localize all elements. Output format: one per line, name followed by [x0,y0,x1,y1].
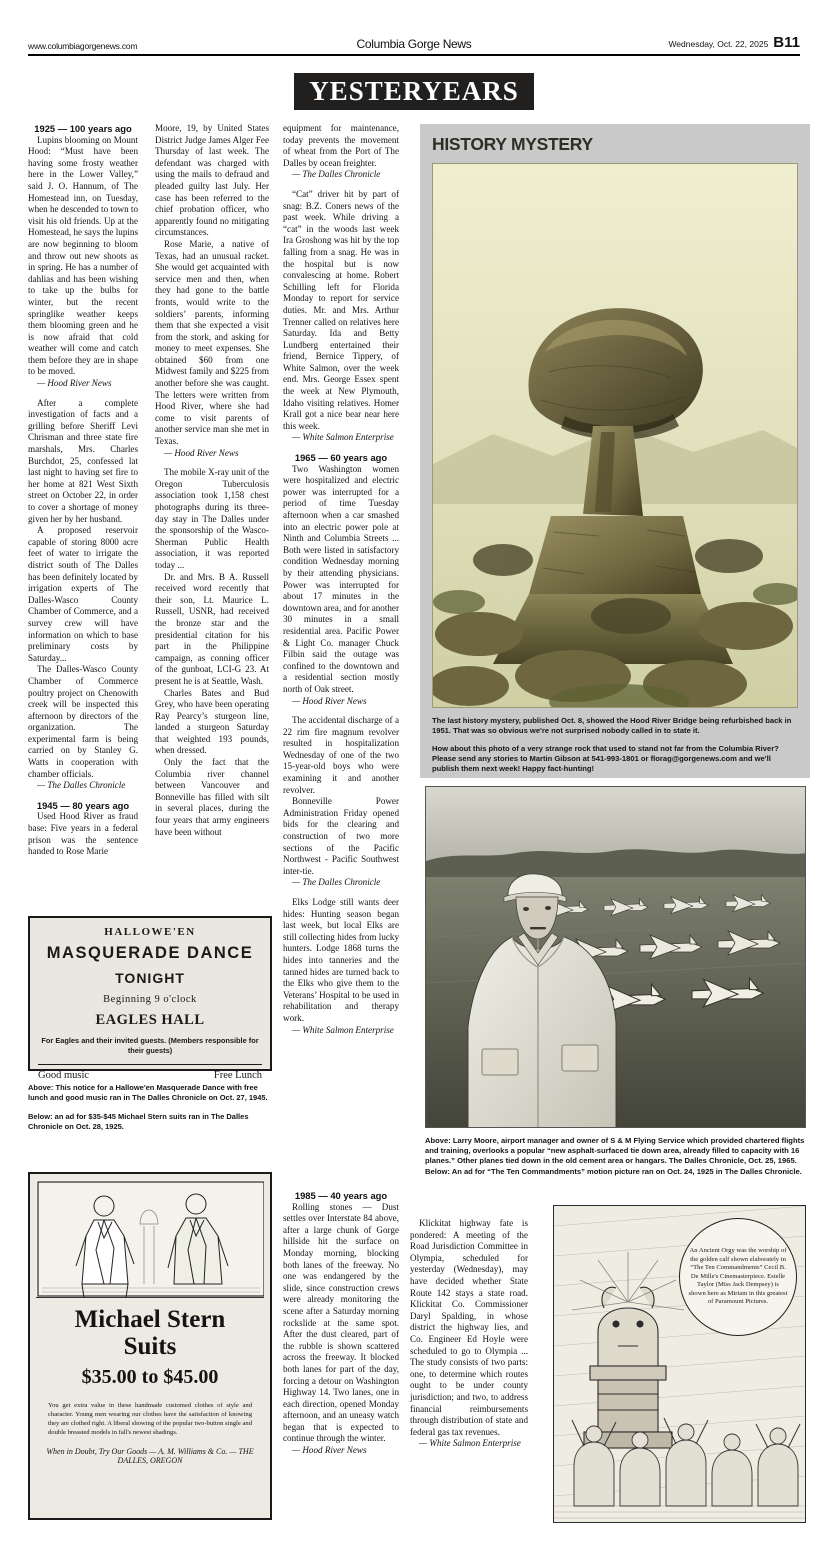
news-column-4-bottom [410,1190,528,1450]
paragraph: Only the fact that the Columbia river channel between Vancouver and Bonneville has filled with silt in several places, during the four years that army engineers have been without [155,757,269,837]
ad-line-beginning-time: Beginning 9 o'clock [103,994,197,1005]
source-credit: — White Salmon Enterprise [292,1024,394,1035]
stern-ad-title: Michael Stern [74,1306,226,1333]
paragraph: Rolling stones — Dust settles over Interstate 84 above, after a large chunk of Gorge hillside hit the surface on Monday morning, blocking both lanes of the freeway. No one was endangered by the slide, since construction crews were already monitoring the scene after a Saturday morning rockslide at the same spot. After the dust cleared, part of the rubble is shown scattered across the freeway. It blocked both lanes for part of the day, forcing a detour on Washington Highway 14. Two lanes, one in each direction, opened Monday afternoon, and an uneasy watch began that is expected to continue through the winter. [283,1201,399,1444]
paragraph: Elks Lodge still wants deer hides: Hunting season began last week, but local Elks are still collecting hides from lucky hunters. Lodge 1868 turns the hides into tanneries and the tanned hides are turned back to the Elks who give them to the Veterans’ Hospital to be used in rehabilitation and therapy work. [283,897,399,1023]
source-credit: — The Dalles Chronicle [292,169,381,180]
history-mystery-caption-previous: The last history mystery, published Oct. 8, showed the Hood River Bridge being refurbished back in 1951. That was so obvious we're not surprised nobody called in to state it. [432,716,792,735]
ad-caption-below: Below: an ad for $35-$45 Michael Stern suits ran in The Dalles Chronicle on Oct. 28, 1925. [28,1112,249,1131]
michael-stern-suits-ad [28,1172,272,1520]
paragraph: equipment for maintenance, today prevents the movement of wheat from the Port of The Dalles by ocean freighter. [283,123,399,168]
airport-photo-illustration [426,787,806,1128]
paragraph: Moore, 19, by United States District Judge James Alger Fee Thursday of last week. The defendant was charged with using the mails to defraud and pleaded guilty last July. Her case has been referred to the chief probation officer, who apparently found no mitigating circumstances. [155,123,269,238]
ad-line-tonight: TONIGHT [115,970,185,986]
paragraph: The mobile X-ray unit of the Oregon Tuberculosis association took 1,158 chest photographs during its three-day stay in The Dalles under the sponsorship of the Wasco-Sherman Public Health association, it was reported today ... [155,467,269,570]
masthead-date: Wednesday, Oct. 22, 2025 [668,39,769,49]
masthead-page-number: B11 [773,34,800,51]
airport-photo-caption [425,1136,808,1177]
source-credit: — White Salmon Enterprise [419,1438,521,1449]
ad-free-lunch: Free Lunch [213,1070,262,1081]
airport-caption-above: Above: Larry Moore, airport manager and owner of S & M Flying Service which provided chartered flights and training, overlooks a popular “new asphalt-surfaced tie down area, already filled to capacity with 16 planes.” Other planes tied down in the old cement area or hangars. The Dalles Chronicle, Oct. 25, 1965. [425,1136,805,1166]
paragraph: Klickitat highway fate is pondered: A meeting of the Road Jurisdiction Committee in Olympia, scheduled for yesterday (Wednesday), may have decided whether State Route 142 stays a state road. Klickitat Co. Commissioner Daryl Spalding, in whose district the highway lies, and Co. Engineer Ed Hoyle were scheduled to go to Olympia ... The study consists of two parts: one, to determine which routes ought to be under county jurisdiction; and two, to address financial reimbursements through distribution of state and federal gas tax revenues. [410,1218,528,1437]
ad-line-venue: EAGLES HALL [95,1012,205,1028]
stern-ad-illustration [36,1180,264,1298]
source-credit: — Hood River News [164,447,239,458]
paragraph: Two Washington women were hospitalized and electric power was interrupted for a period of time Tuesday afternoon when a car smashed into an electric power pole at Ninth and Columbia Streets ... Both were listed in satisfactory condition Wednesday morning by their attending physicians. Power was interrupted for about 17 minutes in the downtown area, and for another 30 minutes in a small residential area. Pacific Power & Light Co. manager Chuck Filbin said the outage was confined to the downtown and a residential section mostly north of Oak street. [283,463,399,694]
news-column-3 [283,123,399,1036]
news-column-1 [28,123,138,858]
ad-line-hallowe-en: HALLOWE'EN [104,926,196,938]
history-mystery-caption [432,716,798,774]
airport-caption-below: Below: An ad for “The Ten Commandments” motion picture ran on Oct. 24, 1925 in The Dalles Chronicle. [425,1166,802,1176]
section-banner-title: YESTERYEARS [309,76,519,106]
paragraph: “Cat” driver hit by part of snag: B.Z. Coners news of the past week. While driving a “cat” in the woods last week Ira Groshong was hit by the top falling from a snag. He was in the hospital but is now convalescing at home. Robert Schilling left for Florida Monday to report for service duties. Mr. and Mrs. Arthur Trenner called on relatives here Saturday. Ida and Betty Lundberg entertained their friend, Bernice Tippery, of White Salmon, over the week end. Mrs. George Essex spent the week at New Plymouth, Idaho visiting relatives. Homer Krall got a nice bear near here this week. [283,188,399,431]
source-credit: — Hood River News [292,1445,367,1456]
paragraph: The accidental discharge of a 22 rim fire magnum revolver resulted in hospitalization Wednesday of one of the two 15-year-old boys who were examining it and another revolver. [283,715,399,795]
source-credit: — The Dalles Chronicle [292,877,381,888]
ad-caption-above: Above: This notice for a Hallowe'en Masquerade Dance with free lunch and good music ran in The Dalles Chronicle on Oct. 27, 1945. [28,1083,268,1102]
airport-photo [425,786,806,1128]
stern-ad-store-signature: When in Doubt, Try Our Goods — A. M. Williams & Co. — THE DALLES, OREGON [46,1447,254,1465]
masthead-url[interactable]: www.columbiagorgenews.com [28,41,138,51]
paragraph: Charles Bates and Bud Grey, who have been operating Ray Pearcy’s sturgeon line, landed a sturgeon Saturday that weighted 193 pounds, when dressed. [155,687,269,756]
history-mystery-title: HISTORY MYSTERY [432,134,593,154]
masthead-paper-name: Columbia Gorge News [356,37,472,51]
news-column-2 [155,123,269,838]
ad-good-music: Good music [38,1070,90,1081]
news-column-3-bottom [283,1190,399,1457]
stern-ad-price: $35.00 to $45.00 [81,1366,219,1388]
source-credit: — White Salmon Enterprise [292,432,394,443]
masthead [28,30,800,56]
stern-ad-subtitle: Suits [123,1333,177,1360]
paragraph: Dr. and Mrs. B A. Russell received word recently that their son, Lt. Maurice L. Russell, USNR, had received the bronze star and the presidential citation for his part in the Philippine campaign, as conning officer of the gunboat, LCI-G 23. At present he is at Seattle, Wash. [155,571,269,686]
column-heading-1945: 1945 — 80 years ago [36,799,130,811]
history-mystery-box [420,124,810,778]
column-heading-1985: 1985 — 40 years ago [294,1190,388,1201]
halloween-masquerade-ad [28,916,272,1081]
source-credit: — The Dalles Chronicle [37,780,126,791]
source-credit: — Hood River News [37,378,112,389]
paragraph: A proposed reservoir capable of storing 8000 acre feet of water to irrigate the district south of The Dalles has been definitely located by irrigation experts of The Dalles-Wasco County Chamber of Commerce, and a survey crew will have information on which to base preliminary costs by Saturday... [28,525,138,663]
paragraph: The Dalles-Wasco County Chamber of Commerce poultry project on Chenowith creek will be inspected this afternoon by directors of the organization. The experimental farm is being carried on by Stanley G. Watts in cooperation with chamber officials. [28,664,138,779]
balanced-rock-illustration [433,164,798,708]
paragraph: Bonneville Power Administration Friday opened bids for the clearing and construction of two more sections of the Pacific Northwest - Pacific Southwest inter-tie. [283,796,399,876]
section-banner [294,73,534,110]
ad-captions-block [28,1083,272,1141]
ten-commandments-ad [553,1205,806,1523]
ad-line-guest-note: For Eagles and their invited guests. (Members responsible for their guests) [41,1036,259,1055]
paragraph: Used Hood River as fraud base: Five years in a federal prison was the sentence handed to Rose Marie [28,811,138,857]
history-mystery-caption-current: How about this photo of a very strange rock that used to stand not far from the Columbia River? Please send any stories to Martin Gibson at 541-993-1801 or florag@gorgenews.com and we'll publish them next week! Happy fact-hunting! [432,744,779,773]
stern-ad-body-copy: You get extra value in these handmade customed clothes of style and character. Young men wearing our clothes have the satisfaction of knowing they are clothed right. A liberal showing of the popular two-button single and double breasted models in fall's newest shadings. [48,1402,252,1436]
ten-commandments-ad-circle-text: An Ancient Orgy was the worship of the golden calf shown elaborately in “The Ten Commandments” Cecil B. De Mille's Cinemasterpiece. Estelle Taylor (Miss Jack Dempsey) is shown here as Miriam in this greatest of Paramount Pictures. [679,1218,797,1336]
two-men-in-suits-illustration [36,1180,264,1298]
column-heading-1925: 1925 — 100 years ago [34,123,132,134]
paragraph: Lupins blooming on Mount Hood: “Must have been having some frosty weather here in the Lower Valley,” said J. O. Hannum, of The Homestead inn, on Tuesday, when he descended to town to visit his old friends. Up at the Homestead, he says the lupins are now beginning to bloom and throw out new shoots as in spring. He has a number of dahlias and has been wishing to take up the bulbs for winter, but the recent springlike weather keeps them blooming green and he is now afraid that cold weather will come and catch them before they are in shape to be moved. [28,134,138,377]
paragraph: After a complete investigation of facts and a grilling before Sheriff Levi Chrisman and three state fire marshals, Mrs. Charles Burchdot, 25, confessed lat last night to having set fire to her home at 821 West Sixth street on October 22, in order to cover a shortage of money given her by her husband. [28,397,138,524]
paragraph: Rose Marie, a native of Texas, had an unusual racket. She would get acquainted with service men and then, when they had gone to the battle fronts, would write to the soldiers’ parents, informing them that she expected a visit from the stork, and asking for money to meet expenses. She obtained $60 from one Midwest family and $225 from another before she was caught. The letters were written from Hood River, where she had come to visit parents of another service man she met in Texas. [155,238,269,447]
ad-line-masquerade-dance: MASQUERADE DANCE [46,944,254,962]
column-heading-1965: 1965 — 60 years ago [294,452,388,464]
ad-footer-row [38,1064,262,1081]
source-credit: — Hood River News [292,695,367,706]
history-mystery-photo [432,163,798,708]
